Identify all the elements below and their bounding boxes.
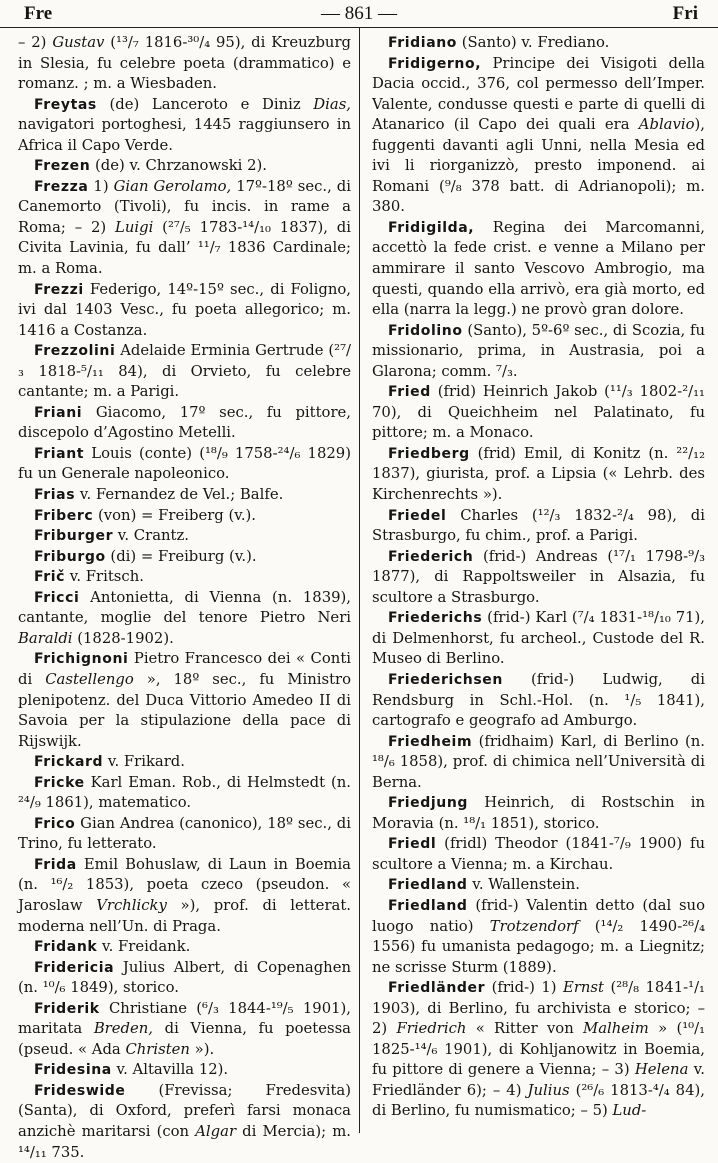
entry-text: v. Altavilla 12).	[111, 1061, 229, 1079]
entry-headword: Frideswide	[34, 1082, 126, 1099]
dictionary-entry	[18, 403, 351, 444]
entry-headword: Frezen	[34, 158, 91, 175]
entry-italic-text: Ablavio	[638, 116, 695, 134]
entry-text: (Santo), 5º-6º sec., di Scozia, fu missionario, prima, in Austrasia, poi a Glarona; comm. ⁷/₃.	[372, 321, 705, 380]
column-divider	[359, 28, 360, 1133]
entry-headword: Frico	[34, 815, 76, 832]
entry-text: (fridl) Theodor (1841-⁷/₉ 1900) fu scultore a Vienna; m. a Kirchau.	[372, 835, 705, 873]
dictionary-entry	[18, 444, 351, 485]
dictionary-entry	[18, 95, 351, 157]
entry-text: Charles (¹²/₃ 1832-²/₄ 98), di Strasburgo, fu chim., prof. a Parigi.	[372, 506, 705, 545]
entry-italic-text: Lud-	[612, 1102, 647, 1120]
dictionary-entry	[18, 588, 351, 650]
entry-headword: Friberc	[34, 507, 94, 524]
entry-text: (frid-) Valentin detto (dal suo luogo natio)	[372, 896, 705, 935]
dictionary-entry	[18, 773, 351, 814]
dictionary-entry	[18, 752, 351, 773]
right-column	[372, 33, 705, 1131]
entry-italic-text: Christen	[125, 1040, 190, 1058]
entry-text: v. Wallenstein.	[467, 876, 581, 894]
dictionary-entry	[372, 321, 705, 383]
dictionary-entry	[372, 54, 705, 218]
entry-headword: Frida	[34, 856, 77, 873]
entry-headword: Frezzi	[34, 281, 84, 298]
entry-text: v. Frikard.	[103, 753, 185, 771]
entry-italic-text: Gustav	[52, 34, 105, 51]
dictionary-entry	[18, 567, 351, 588]
entry-text: (²⁷/₅ 1783-¹⁴/₁₀ 1837), di Civita Lavinia, fu dall’ ¹¹/₇ 1836 Cardinale; m. a Roma.	[18, 218, 351, 278]
entry-text: di Mercia); m. ¹⁴/₁₁ 735.	[18, 1122, 351, 1161]
dictionary-entry	[372, 978, 705, 1122]
entry-italic-text: Friedrich	[396, 1020, 467, 1038]
dictionary-entry	[372, 33, 705, 54]
entry-headword: Friedel	[388, 507, 447, 524]
entry-headword: Fridolino	[388, 322, 463, 339]
entry-text: (frid-) 1)	[485, 979, 564, 997]
entry-text: », 18º sec., fu Ministro plenipotenz. del Duca Vittorio Amedeo II di Savoia per la stipulazione della pace di Rijswijk.	[18, 670, 351, 750]
dictionary-entry	[372, 896, 705, 978]
dictionary-entry	[372, 218, 705, 321]
dictionary-entry	[372, 444, 705, 506]
entry-text: (¹⁴/₂ 1490-²⁶/₄ 1556) fu umanista pedagogo; m. a Liegnitz; ne scrisse Sturm (1889).	[372, 917, 705, 976]
entry-text: (²⁸/₈ 1841-¹/₁ 1903), di Berlino, fu archivista e storico; – 2)	[372, 979, 705, 1038]
entry-text: (²⁶/₆ 1813-⁴/₄ 84), di Berlino, fu numismatico; – 5)	[372, 1081, 705, 1120]
entry-text: – 2)	[18, 34, 53, 51]
header-left-guide-word: Fre	[24, 3, 53, 24]
entry-text: Federigo, 14º-15º sec., di Foligno, ivi dal 1403 Vesc., fu poeta allegorico; m. 1416 a Costanza.	[18, 280, 351, 339]
entry-text: Louis (conte) (¹⁸/₉ 1758-²⁴/₆ 1829) fu un Generale napoleonico.	[18, 444, 351, 483]
entry-text: Adelaide Erminia Gertrude (²⁷/₃ 1818-⁵/₁₁ 84), di Orvieto, fu celebre cantante; m. a Parigi.	[18, 342, 351, 401]
entry-text: v. Crantz.	[113, 527, 189, 545]
entry-italic-text: Castellengo	[45, 670, 134, 688]
entry-headword: Friedland	[388, 897, 468, 914]
entry-headword: Friedjung	[388, 795, 469, 812]
entry-headword: Fridesina	[34, 1062, 112, 1079]
entry-text: (frid-) Andreas (¹⁷/₁ 1798-⁹/₃ 1877), di Rappoltsweiler in Alsazia, fu scultore a Strasburgo.	[372, 547, 705, 606]
entry-headword: Friburger	[34, 528, 114, 545]
running-header	[0, 0, 718, 26]
entry-headword: Frič	[34, 569, 66, 586]
dictionary-entry	[372, 732, 705, 794]
dictionary-entry	[372, 670, 705, 732]
entry-text: (de) Lanceroto e Diniz	[96, 95, 314, 113]
entry-text: Julius Albert, di Copenaghen (n. ¹⁰/₆ 1849), storico.	[18, 958, 351, 997]
entry-headword: Friedheim	[388, 733, 473, 750]
dictionary-entry	[18, 855, 351, 937]
entry-text: (frid-) Karl (⁷/₄ 1831-¹⁸/₁₀ 71), di Delmenhorst, fu archeol., Custode del R. Museo di Berlino.	[372, 609, 705, 668]
entry-headword: Frickard	[34, 754, 104, 771]
dictionary-entry	[372, 382, 705, 444]
entry-headword: Frichignoni	[34, 651, 129, 668]
entry-headword: Friedl	[388, 836, 437, 853]
entry-text: Principe dei Visigoti della Dacia occid., 376, col permesso dell’Imper. Valente, condusse questi e parte di quelli di Atanarico (il Capo dei quali era	[372, 54, 705, 134]
entry-text: (frid) Heinrich Jakob (¹¹/₃ 1802-²/₁₁ 70), di Queichheim nel Palatinato, fu pittore; m. a Monaco.	[372, 383, 705, 442]
entry-text: Pietro Francesco dei « Conti di	[18, 650, 351, 688]
entry-text: 1)	[88, 177, 114, 195]
entry-text: navigatori portoghesi, 1445 raggiunsero in Africa il Capo Verde.	[18, 116, 351, 154]
entry-text: (fridhaim) Karl, di Berlino (n. ¹⁸/₆ 1858), prof. di chimica nell’Università di Berna.	[372, 732, 705, 791]
entry-italic-text: Helena	[634, 1061, 689, 1079]
entry-headword: Friani	[34, 404, 83, 421]
entry-text: (¹³/₇ 1816-³⁰/₄ 95), di Kreuzburg in Slesia, fu celebre poeta (drammatico) e romanz. ; m. a Wiesbaden.	[18, 34, 351, 93]
dictionary-entry	[18, 814, 351, 855]
dictionary-entry	[18, 958, 351, 999]
entry-text: Heinrich, di Rostschin in Moravia (n. ¹⁸/₁ 1851), storico.	[372, 794, 705, 832]
entry-text: (frid-) Ludwig, di Rendsburg in Schl.-Hol. (n. ¹/₅ 1841), cartografo e geografo ad Amburgo.	[372, 670, 705, 730]
entry-headword: Friedberg	[388, 445, 470, 462]
dictionary-entry	[18, 526, 351, 547]
entry-text: (frid) Emil, di Konitz (n. ²²/₁₂ 1837), giurista, prof. a Lipsia (« Lehrb. des Kirchenrechts »).	[372, 444, 705, 504]
entry-headword: Fridigerno,	[388, 55, 482, 72]
entry-text: v. Fritsch.	[65, 568, 144, 586]
entry-headword: Friburgo	[34, 548, 106, 565]
dictionary-entry	[18, 649, 351, 752]
dictionary-entry	[18, 177, 351, 280]
entry-italic-text: Luigi	[115, 218, 154, 236]
dictionary-entry	[372, 793, 705, 834]
dictionary-entry	[372, 506, 705, 547]
entry-text: v. Fernandez de Vel.; Balfe.	[75, 486, 284, 504]
entry-headword: Fridericia	[34, 959, 115, 976]
entry-headword: Freytas	[34, 96, 97, 113]
entry-text: (di) = Freiburg (v.).	[105, 547, 257, 565]
dictionary-entry	[18, 547, 351, 568]
entry-text: Giacomo, 17º sec., fu pittore, discepolo d’Agostino Metelli.	[18, 403, 351, 442]
entry-text: Christiane (⁶/₃ 1844-¹⁹/₅ 1901), maritata	[18, 999, 351, 1038]
entry-text: Emil Bohuslaw, di Laun in Boemia (n. ¹⁶/₂ 1853), poeta czeco (pseudon. « Jaroslaw	[18, 855, 351, 914]
entry-italic-text: Breden,	[93, 1020, 153, 1038]
entry-italic-text: Dias,	[313, 95, 351, 113]
dictionary-entry	[18, 937, 351, 958]
entry-headword: Friedländer	[388, 980, 486, 997]
entry-text: Gian Andrea (canonico), 18º sec., di Trino, fu letterato.	[18, 814, 351, 853]
entry-headword: Friedland	[388, 877, 468, 894]
entry-italic-text: Trotzendorf	[489, 917, 579, 935]
entry-text: (von) = Freiberg (v.).	[93, 506, 257, 524]
entry-italic-text: Algar	[195, 1122, 237, 1140]
entry-italic-text: Vrchlicky	[96, 896, 167, 914]
entry-headword: Friederichsen	[388, 671, 503, 688]
entry-text: (de) v. Chrzanowski 2).	[90, 157, 268, 175]
dictionary-entry	[18, 999, 351, 1061]
dictionary-entry	[18, 506, 351, 527]
dictionary-entry	[372, 547, 705, 609]
entry-italic-text: Julius	[527, 1081, 570, 1099]
entry-headword: Friederichs	[388, 610, 483, 627]
entry-headword: Fried	[388, 384, 431, 401]
entry-headword: Fridigilda,	[388, 219, 475, 236]
entry-headword: Fricci	[34, 589, 80, 606]
entry-headword: Fridiano	[388, 35, 458, 51]
entry-text: Regina dei Marcomanni, accettò la fede crist. e venne a Milano per ammirare il santo Vescovo Ambrogio, ma questi, quando ella arrivò, era già morto, ed ella (narra la legg.) ne provò gran dolore.	[372, 218, 705, 319]
dictionary-entry	[18, 485, 351, 506]
entry-text: »), prof. di letterat. moderna nell’Un. di Praga.	[18, 896, 351, 935]
entry-headword: Frezza	[34, 178, 89, 195]
entry-text: » (¹⁰/₁ 1825-¹⁴/₆ 1901), di Kohljanowitz in Boemia, fu pittore di genere a Vienna; – 3)	[372, 1020, 706, 1079]
entry-italic-text: Gian Gerolamo,	[113, 177, 232, 195]
entry-italic-text: Malheim	[583, 1020, 649, 1038]
entry-text: « Ritter von	[466, 1020, 584, 1038]
dictionary-entry	[372, 875, 705, 896]
dictionary-entry	[18, 1081, 351, 1163]
entry-text: di Vienna, fu poetessa (pseud. « Ada	[18, 1020, 351, 1058]
left-column	[18, 33, 351, 1161]
entry-text: 17º-18º sec., di Canemorto (Tivoli), fu incis. in rame a Roma; – 2)	[18, 177, 351, 236]
entry-italic-text: Baraldi	[18, 629, 73, 647]
entry-text: v. Freidank.	[97, 938, 191, 956]
entry-text: Karl Eman. Rob., di Helmstedt (n. ²⁴/₉ 1861), matematico.	[18, 773, 351, 812]
header-right-guide-word: Fri	[672, 3, 698, 24]
entry-headword: Frezzolini	[34, 343, 116, 360]
dictionary-entry	[18, 33, 351, 95]
entry-headword: Friderik	[34, 1000, 100, 1017]
dictionary-entry	[18, 341, 351, 403]
dictionary-entry	[18, 280, 351, 342]
entry-text: ), fuggenti davanti agli Unni, nella Mesia ed ivi li riorganizzò, presto imponend. ai Romani (⁹/₈ 378 batt. di Adrianopoli); m. 380.	[372, 116, 705, 216]
entry-headword: Fricke	[34, 774, 85, 791]
entry-text: (Frevissa; Fredesvita) (Santa), di Oxford, preferì farsi monaca anzichè maritarsi (con	[18, 1081, 351, 1140]
entry-headword: Friant	[34, 445, 85, 462]
dictionary-entry	[18, 1060, 351, 1081]
dictionary-entry	[18, 156, 351, 177]
entry-text: v. Friedländer 6); – 4)	[372, 1061, 705, 1099]
entry-text: (Santo) v. Frediano.	[457, 34, 610, 51]
entry-headword: Frias	[34, 487, 76, 504]
entry-text: Antonietta, di Vienna (n. 1839), cantante, moglie del tenore Pietro Neri	[18, 588, 351, 627]
entry-text: »).	[189, 1040, 215, 1058]
dictionary-entry	[372, 608, 705, 670]
entry-italic-text: Ernst	[563, 979, 604, 997]
entry-headword: Friederich	[388, 548, 474, 565]
page-number: — 861 —	[321, 3, 397, 24]
entry-text: (1828-1902).	[72, 629, 174, 647]
dictionary-entry	[372, 834, 705, 875]
entry-headword: Fridank	[34, 939, 98, 956]
